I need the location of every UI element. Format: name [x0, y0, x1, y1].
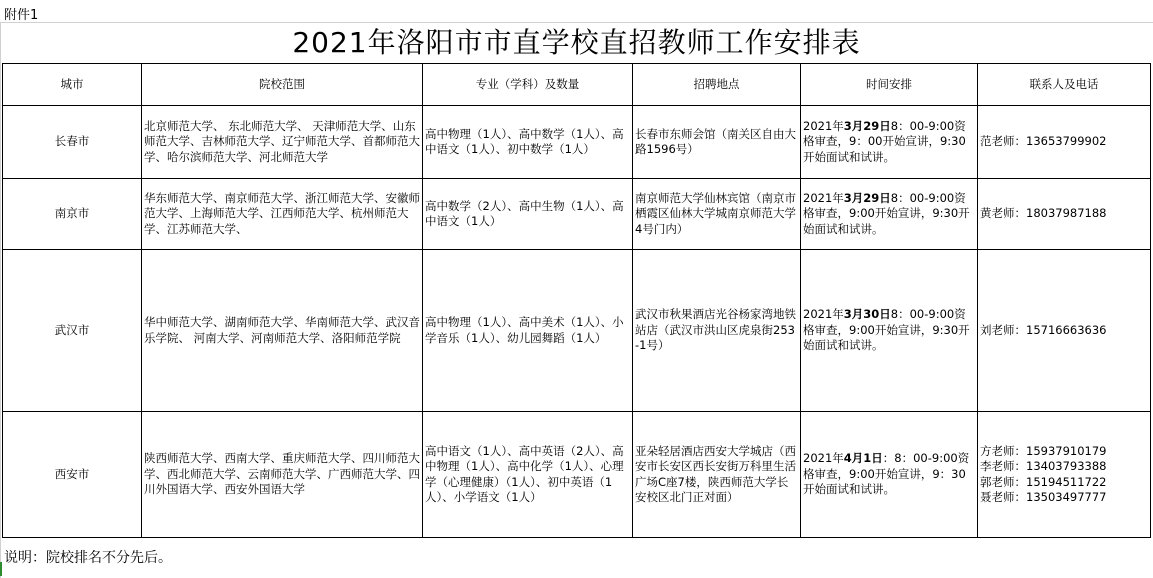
- table-row: [3, 250, 1151, 412]
- subjects-cell: 高中物理（1人）、高中数学（1人）、高中语文（1人）、初中数学（1人）: [423, 106, 633, 179]
- contact-line: 方老师：15937910179: [980, 443, 1107, 458]
- time-date: 4月1日: [843, 451, 883, 466]
- subjects-cell: 高中语文（1人）、高中英语（2人）、高中物理（1人）、高中化学（1人）、心理学（心理健康）（1人）、初中英语（1人）、小学语文（1人）: [423, 412, 633, 538]
- header-schools: 院校范围: [142, 64, 423, 106]
- contacts-cell: [978, 250, 1151, 412]
- sheet-edge-marker: [0, 562, 2, 576]
- contact-line: 黄老师：18037987188: [980, 206, 1107, 221]
- location-cell: 南京师范大学仙林宾馆（南京市栖霞区仙林大学城南京师范大学4号门内）: [633, 179, 801, 250]
- subjects-cell: 高中数学（2人）、高中生物（1人）、高中语文（1人）: [423, 179, 633, 250]
- time-cell: [801, 106, 978, 179]
- time-date: 3月30日: [843, 307, 891, 322]
- time-year: 2021年: [803, 307, 844, 322]
- table-row: [3, 106, 1151, 179]
- time-cell: [801, 412, 978, 538]
- city-cell: 武汉市: [3, 250, 142, 412]
- contacts-cell: [978, 179, 1151, 250]
- header-contacts: 联系人及电话: [978, 64, 1151, 106]
- city-cell: 南京市: [3, 179, 142, 250]
- schools-cell: 陕西师范大学、西南大学、重庆师范大学、四川师范大学、西北师范大学、云南师范大学、广西师范大学、四川外国语大学、西安外国语大学: [142, 412, 423, 538]
- contact-line: 范老师：13653799902: [980, 134, 1107, 149]
- location-cell: 长春市东师会馆（南关区自由大路1596号）: [633, 106, 801, 179]
- schools-cell: 华东师范大学、南京师范大学、浙江师范大学、安徽师范大学、上海师范大学、江西师范大学、杭州师范大学、江苏师范大学、: [142, 179, 423, 250]
- sheet-left-border: [0, 22, 1, 578]
- city-cell: 西安市: [3, 412, 142, 538]
- location-cell: 武汉市秋果酒店光谷杨家湾地铁站店（武汉市洪山区虎泉街253-1号）: [633, 250, 801, 412]
- time-year: 2021年: [803, 118, 844, 133]
- city-cell: 长春市: [3, 106, 142, 179]
- schedule-table: [2, 63, 1151, 538]
- time-detail: ：8：00-9:00资格审查，9:00开始宣讲，9：30开始面试和试讲。: [803, 451, 970, 497]
- table-row: [3, 412, 1151, 538]
- contact-line: 郭老师：15194511722: [980, 474, 1107, 489]
- time-year: 2021年: [803, 451, 844, 466]
- time-detail: 8：00-9:00资格审查，9:00开始宣讲，9:30开始面试和试讲。: [803, 190, 970, 236]
- header-location: 招聘地点: [633, 64, 801, 106]
- contact-line: 李老师：13403793388: [980, 459, 1107, 473]
- header-time: 时间安排: [801, 64, 978, 106]
- annex-label: 附件1: [4, 8, 39, 23]
- contact-line: 聂老师：13503497777: [980, 490, 1107, 504]
- header-subjects: 专业（学科）及数量: [423, 64, 633, 106]
- header-city: 城市: [3, 64, 142, 106]
- time-cell: [801, 179, 978, 250]
- subjects-cell: 高中物理（1人）、高中美术（1人）、小学音乐（1人）、幼儿园舞蹈（1人）: [423, 250, 633, 412]
- time-detail: 8：00-9:00资格审查，9:00开始宣讲，9:30开始面试和试讲。: [803, 307, 970, 353]
- contact-line: 刘老师：15716663636: [980, 322, 1107, 337]
- time-cell: [801, 250, 978, 412]
- time-year: 2021年: [803, 190, 844, 205]
- schools-cell: 北京师范大学、 东北师范大学、 天津师范大学、山东师范大学、吉林师范大学、辽宁师范大学、首都师范大学、哈尔滨师范大学、河北师范大学: [142, 106, 423, 179]
- footnote: 说明：院校排名不分先后。: [4, 550, 172, 566]
- table-header-row: [3, 64, 1151, 106]
- table-row: [3, 179, 1151, 250]
- time-detail: 8：00-9:00资格审查，9：00开始宣讲，9:30开始面试和试讲。: [803, 118, 966, 164]
- sheet-top-border: [0, 22, 1153, 23]
- contacts-cell: [978, 106, 1151, 179]
- page-title: 2021年洛阳市市直学校直招教师工作安排表: [292, 26, 861, 59]
- time-date: 3月29日: [843, 190, 891, 205]
- contacts-cell: [978, 412, 1151, 538]
- schools-cell: 华中师范大学、湖南师范大学、华南师范大学、武汉音乐学院、 河南大学、河南师范大学、洛阳师范学院: [142, 250, 423, 412]
- location-cell: 亚朵轻居酒店西安大学城店（西安市长安区西长安街万科里生活广场C座7楼，陕西师范大学长安校区北门正对面）: [633, 412, 801, 538]
- time-date: 3月29日: [843, 118, 891, 133]
